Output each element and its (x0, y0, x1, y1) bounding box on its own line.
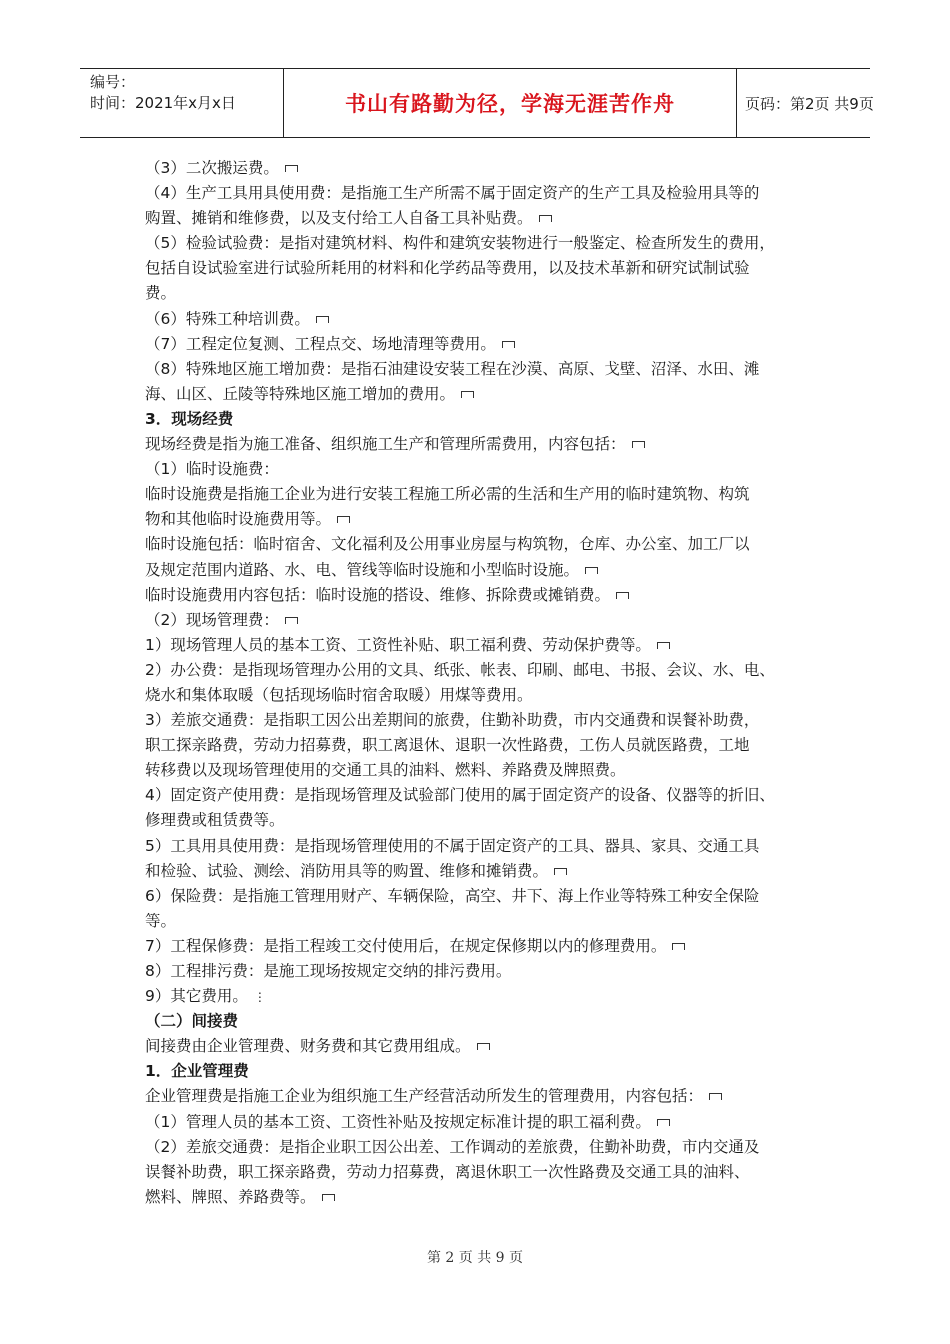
line-text: （5）检验试验费：是指对建筑材料、构件和建筑安装物进行一般鉴定、检查所发生的费用， (145, 234, 775, 253)
line-text: （3）二次搬运费。 (145, 159, 279, 177)
paragraph-mark-icon (585, 567, 598, 574)
text-line (145, 1160, 825, 1185)
section-heading (145, 407, 825, 432)
header-motto-cell (283, 69, 737, 137)
line-text: （7）工程定位复测、工程点交、场地清理等费用。 (145, 334, 496, 353)
paragraph-mark-icon (616, 592, 629, 599)
section-heading (145, 1009, 825, 1034)
paragraph-mark-icon (672, 943, 685, 950)
line-text: 4）固定资产使用费：是指现场管理及试验部门使用的属于固定资产的设备、仪器等的折旧、 (145, 786, 775, 805)
text-line (145, 507, 825, 532)
document-date: 时间：2021年x月x日 (90, 94, 236, 112)
text-line (145, 281, 825, 306)
text-line (145, 1084, 825, 1109)
line-text: （1）临时设施费： (145, 460, 279, 479)
line-text: 修理费或租赁费等。 (145, 811, 285, 830)
line-text: 燃料、牌照、养路费等。 (145, 1187, 316, 1206)
text-line (145, 658, 825, 683)
text-line (145, 1034, 825, 1059)
page-footer: 第 2 页 共 9 页 (426, 1250, 524, 1266)
text-line (145, 834, 825, 859)
paragraph-mark-icon (316, 316, 329, 323)
text-line (145, 783, 825, 808)
text-line (145, 984, 825, 1009)
text-line (145, 532, 825, 557)
line-text: 临时设施费用内容包括：临时设施的搭设、维修、拆除费或摊销费。 (145, 585, 611, 604)
text-line (145, 708, 825, 733)
line-text: （1）管理人员的基本工资、工资性补贴及按规定标准计提的职工福利费。 (145, 1112, 651, 1131)
line-text: 误餐补助费，职工探亲路费，劳动力招募费，离退休职工一次性路费及交通工具的油料、 (145, 1162, 750, 1181)
text-line (145, 1135, 825, 1160)
text-line (145, 959, 825, 984)
text-line (145, 884, 825, 909)
paragraph-mark-icon (285, 617, 298, 624)
document-body (145, 156, 825, 1210)
paragraph-mark-icon (657, 1119, 670, 1126)
line-text: 包括自设试验室进行试验所耗用的材料和化学药品等费用，以及技术革新和研究试制试验 (145, 259, 750, 278)
line-text: 9）其它费用。 (145, 987, 248, 1006)
line-text: （4）生产工具用具使用费：是指施工生产所需不属于固定资产的生产工具及检验用具等的 (145, 184, 760, 203)
paragraph-mark-icon (285, 165, 298, 172)
line-text: 购置、摊销和维修费，以及支付给工人自备工具补贴费。 (145, 209, 533, 228)
line-text: 2）办公费：是指现场管理办公用的文具、纸张、帐表、印刷、邮电、书报、会议、水、电、 (145, 660, 775, 679)
text-line (145, 859, 825, 884)
line-text: （2）差旅交通费：是指企业职工因公出差、工作调动的差旅费，住勤补助费，市内交通及 (145, 1137, 760, 1156)
line-text: 3．现场经费 (145, 409, 234, 428)
text-line (145, 583, 825, 608)
paragraph-mark-icon (477, 1043, 490, 1050)
text-line (145, 1185, 825, 1210)
line-text: 海、山区、丘陵等特殊地区施工增加的费用。 (145, 384, 456, 403)
paragraph-mark-icon (502, 341, 515, 348)
line-text: 1．企业管理费 (145, 1062, 249, 1081)
text-line (145, 382, 825, 407)
line-text: （2）现场管理费： (145, 610, 279, 629)
text-line (145, 256, 825, 281)
line-text: 企业管理费是指施工企业为组织施工生产经营活动所发生的管理费用，内容包括： (145, 1087, 704, 1106)
text-line (145, 231, 825, 256)
line-text: 职工探亲路费，劳动力招募费，职工离退休、退职一次性路费，工伤人员就医路费，工地 (145, 736, 750, 755)
text-line (145, 808, 825, 833)
text-line (145, 457, 825, 482)
paragraph-mark-icon (461, 391, 474, 398)
text-line (145, 482, 825, 507)
text-line (145, 357, 825, 382)
line-text: 3）差旅交通费：是指职工因公出差期间的旅费，住勤补助费，市内交通费和误餐补助费， (145, 711, 760, 730)
document-number-label: 编号： (90, 73, 136, 91)
paragraph-mark-icon (554, 868, 567, 875)
line-text: 5）工具用具使用费：是指现场管理使用的不属于固定资产的工具、器具、家具、交通工具 (145, 836, 760, 855)
line-text: 临时设施包括：临时宿舍、文化福利及公用事业房屋与构筑物，仓库、办公室、加工厂以 (145, 535, 750, 554)
line-text: 临时设施费是指施工企业为进行安装工程施工所必需的生活和生产用的临时建筑物、构筑 (145, 485, 750, 504)
line-text: 转移费以及现场管理使用的交通工具的油料、燃料、养路费及牌照费。 (145, 761, 626, 780)
line-text: 等。 (145, 911, 177, 930)
ellipsis-mark-icon: ⋮ (253, 990, 266, 1005)
line-text: （6）特殊工种培训费。 (145, 309, 310, 328)
text-line (145, 156, 825, 181)
text-line (145, 683, 825, 708)
line-text: 及规定范围内道路、水、电、管线等临时设施和小型临时设施。 (145, 560, 580, 579)
text-line (145, 758, 825, 783)
paragraph-mark-icon (709, 1093, 722, 1100)
text-line (145, 733, 825, 758)
text-line (145, 432, 825, 457)
text-line (145, 181, 825, 206)
line-text: 和检验、试验、测绘、消防用具等的购置、维修和摊销费。 (145, 861, 549, 880)
text-line (145, 332, 825, 357)
line-text: 8）工程排污费：是施工现场按规定交纳的排污费用。 (145, 962, 512, 980)
line-text: 6）保险费：是指施工管理用财产、车辆保险，高空、井下、海上作业等特殊工种安全保险 (145, 886, 760, 905)
line-text: 物和其他临时设施费用等。 (145, 510, 332, 529)
text-line (145, 633, 825, 658)
line-text: （二）间接费 (145, 1012, 239, 1031)
header-page-info: 页码：第2页 共9页 (745, 94, 874, 113)
page-header (80, 68, 874, 138)
line-text: 费。 (145, 284, 177, 303)
text-line (145, 608, 825, 633)
paragraph-mark-icon (539, 215, 552, 222)
header-motto: 书山有路勤为径，学海无涯苦作舟 (345, 92, 675, 116)
line-text: 烧水和集体取暖（包括现场临时宿舍取暖）用煤等费用。 (145, 685, 533, 704)
line-text: 现场经费是指为施工准备、组织施工生产和管理所需费用，内容包括： (145, 435, 626, 454)
line-text: 间接费由企业管理费、财务费和其它费用组成。 (145, 1037, 471, 1056)
line-text: 7）工程保修费：是指工程竣工交付使用后，在规定保修期以内的修理费用。 (145, 936, 667, 955)
paragraph-mark-icon (322, 1194, 335, 1201)
paragraph-mark-icon (337, 516, 350, 523)
text-line (145, 934, 825, 959)
text-line (145, 307, 825, 332)
line-text: 1）现场管理人员的基本工资、工资性补贴、职工福利费、劳动保护费等。 (145, 635, 651, 654)
text-line (145, 1110, 825, 1135)
text-line (145, 206, 825, 231)
header-meta (80, 69, 283, 137)
paragraph-mark-icon (657, 642, 670, 649)
paragraph-mark-icon (632, 441, 645, 448)
line-text: （8）特殊地区施工增加费：是指石油建设安装工程在沙漠、高原、戈壁、沼泽、水田、滩 (145, 359, 760, 378)
section-heading (145, 1059, 825, 1084)
text-line (145, 909, 825, 934)
text-line (145, 558, 825, 583)
